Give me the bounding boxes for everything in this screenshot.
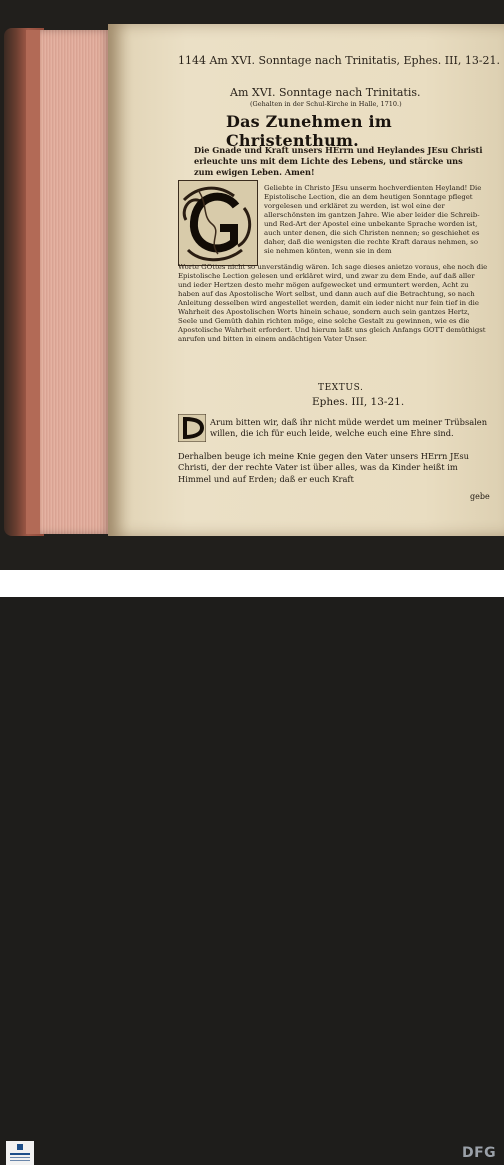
sermon-title: Das Zunehmen im Christenthum. — [226, 112, 392, 150]
page-edges — [40, 30, 112, 534]
library-logo-icon — [6, 1141, 34, 1165]
sermon-subheading: (Gehalten in der Schul-Kirche in Halle, 1710.) — [250, 100, 402, 108]
scripture-text: Derhalben beuge ich meine Knie gegen den Vater unsers HErrn JEsu Christi, der der rechte Vater ist über alles, was da Kinder heißt im Himmel und auf Erden; daß er euch Kraft — [178, 451, 469, 484]
scripture-reference: Ephes. III, 13-21. — [312, 396, 405, 408]
running-header: 1144 Am XVI. Sonntage nach Trinitatis, Ephes. III, 13-21. — [178, 54, 501, 67]
textus-label: TEXTUS. — [318, 383, 364, 393]
decorated-initial-g — [178, 180, 258, 266]
catchword: gebe — [470, 492, 490, 501]
book-binding — [26, 30, 40, 534]
decorated-initial-d — [178, 414, 206, 442]
dfg-logo: DFG — [462, 1145, 497, 1161]
scan-image — [0, 0, 504, 570]
opening-blessing: Die Gnade und Kraft unsers HErrn und Heylandes JEsu Christi erleuchte uns mit dem Lichte des Lebens, und stärcke uns zum ewigen Leben. Amen! — [194, 145, 483, 177]
scripture-text-wrapped: Arum bitten wir, daß ihr nicht müde werdet um meiner Trübsalen willen, die ich für euch leide, welche euch eine Ehre sind. — [210, 417, 488, 439]
viewer-footer — [0, 570, 504, 1161]
sermon-heading: Am XVI. Sonntage nach Trinitatis. — [230, 86, 421, 99]
sermon-paragraph-wrapped: Geliebte in Christo JEsu unserm hochverdienten Heyland! Die Epistolische Lection, die an dem heutigen Sonntage pfleget vorgelesen und erkläret zu werden, ist wol eine der allerschönsten im gantzen Jahre. Wie aber leider die Schreib-und Red-Art der Apostel eine unbekante Sprache worden ist, auch unter denen, die sich Christen nennen; so geschiehet es daher, daß die wenigsten die rechte Kraft daraus nehmen, so sie nehmen könten, wenn sie in dem — [264, 184, 482, 256]
sermon-paragraph: Worte GOttes nicht so unverständig wären. Ich sage dieses anietzo voraus, ehe noch die Epistolische Lection gelesen und erkläret wird, und zwar zu dem Ende, auf daß aller und ieder Hertzen desto mehr mögen aufgewecket und ermuntert werden, Acht zu haben auf das Apostolische Wort selbst, und dann auch auf die Betrachtung, so nach Anleitung desselben wird angestellet werden, damit ein ieder nicht nur fein tief in die Wahrheit des Apostolischen Worts hinein schaue, sondern auch sein gantzes Hertz, Seele und Gemüth dahin richten möge, eine solche Gestalt zu gewinnen, wie es die Apostolische Wahrheit erfordert. Und hierum laßt uns gleich Anfangs GOTT demüthigst anrufen und bitten in einem andächtigen Vater Unser. — [178, 263, 488, 344]
